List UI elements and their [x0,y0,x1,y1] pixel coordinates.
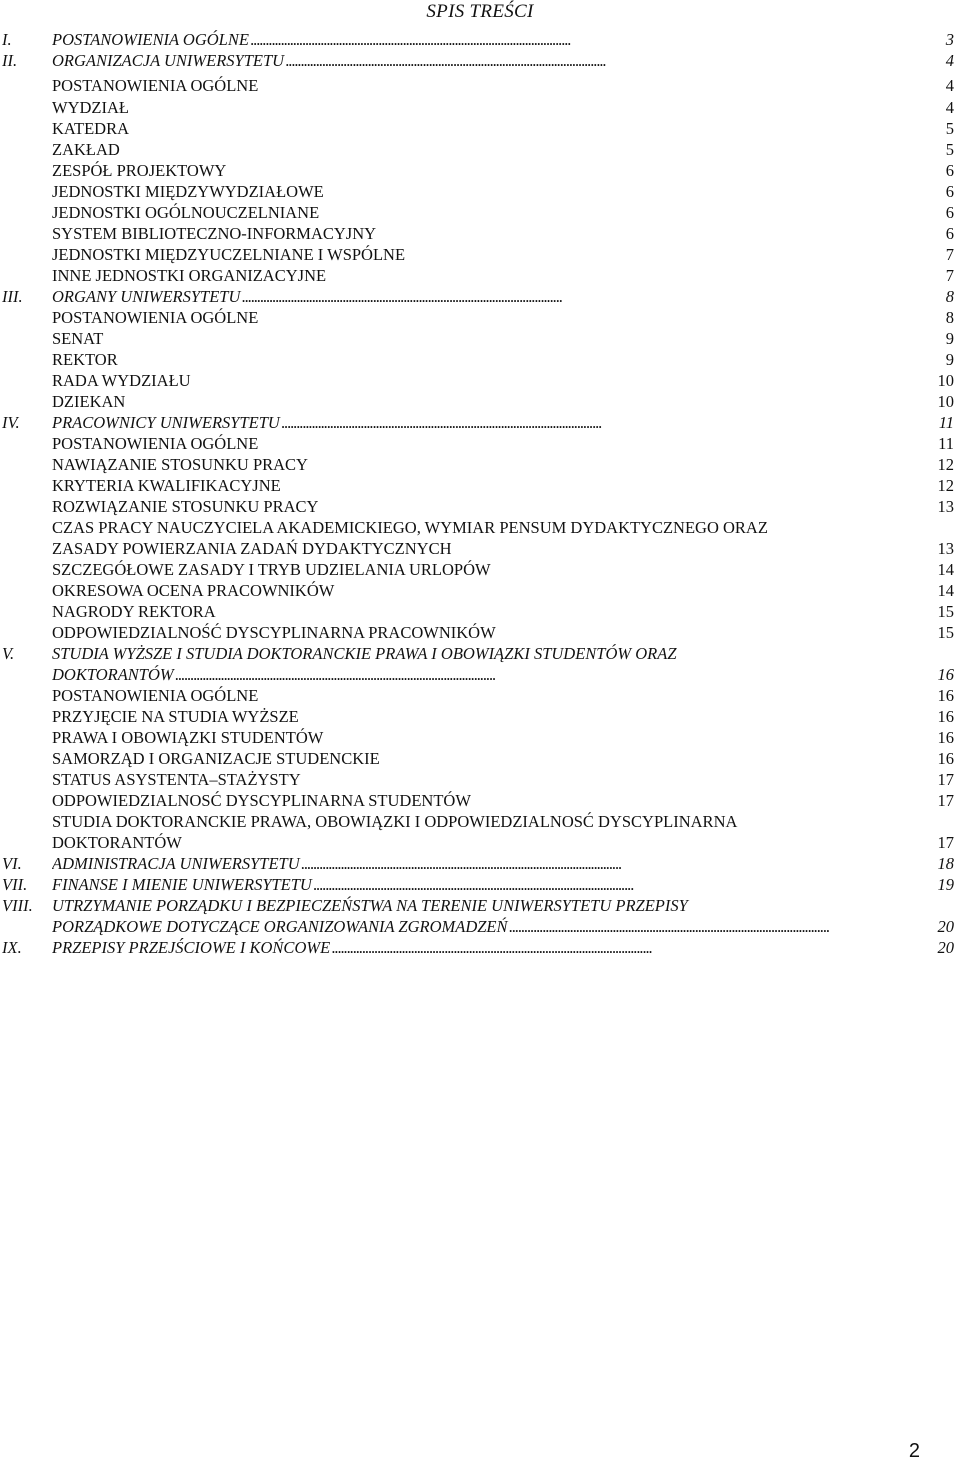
toc-entry-title: POSTANOWIENIA OGÓLNE [52,434,259,453]
toc-entry-title: POSTANOWIENIA OGÓLNE [52,76,259,95]
toc-entry-page: 3 [945,30,954,49]
toc-entry-title: ODPOWIEDZIALNOŚĆ DYSCYPLINARNA PRACOWNIKÓW [52,623,496,642]
toc-entry [2,118,954,139]
toc-entry-page: 5 [945,140,954,159]
toc-entry-page: 15 [937,623,954,642]
toc-entry-title: RADA WYDZIAŁU [52,371,191,390]
toc-entry-page: 11 [938,413,954,432]
toc-entry [2,244,954,265]
toc-entry [2,706,954,727]
page-number: 2 [908,1440,920,1462]
toc-entry-title: WYDZIAŁ [52,98,129,117]
toc-entry-number: VIII. [2,896,33,915]
toc-entry-number: II. [2,51,18,70]
toc-entry-title: POSTANOWIENIA OGÓLNE [52,686,259,705]
toc-entry [2,937,954,958]
toc-entry-page: 10 [937,392,954,411]
toc-entry-number: V. [2,644,15,663]
toc-entry-title: NAWIĄZANIE STOSUNKU PRACY [52,455,308,474]
toc-entry [2,727,954,748]
toc-entry [2,769,954,790]
toc-entry-title: JEDNOSTKI MIĘDZYWYDZIAŁOWE [52,182,324,201]
toc-entry-title: KRYTERIA KWALIFIKACYJNE [52,476,281,495]
toc-entry-page: 14 [937,581,954,600]
toc-entry-title: OKRESOWA OCENA PRACOWNIKÓW [52,581,335,600]
toc-entry [2,223,954,244]
toc-entry-title: INNE JEDNOSTKI ORGANIZACYJNE [52,266,327,285]
toc-entry [2,286,954,307]
toc-entry [2,811,954,832]
toc-entry [2,853,954,874]
toc-entry [2,412,954,433]
toc-entry-title: ROZWIĄZANIE STOSUNKU PRACY [52,497,319,516]
toc-entry-title: POSTANOWIENIA OGÓLNE [52,308,259,327]
toc-entry-title: ORGANY UNIWERSYTETU . . . [52,286,930,307]
toc-entry-page: 8 [945,287,954,306]
toc-entry [2,538,954,559]
toc-entry-page: 6 [945,224,954,243]
toc-entry [2,643,954,664]
toc-entry-page: 14 [937,560,954,579]
toc-entry-page: 17 [937,770,954,789]
toc-entry-title: NAGRODY REKTORA [52,602,216,621]
toc-entry-page: 20 [937,938,954,957]
toc-entry-title: DOKTORANTÓW . . . [52,664,930,685]
toc-entry [2,685,954,706]
toc-entry-title: ADMINISTRACJA UNIWERSYTETU . . . [52,853,930,874]
toc-entry-number: IX. [2,938,22,957]
toc-entry-page: 17 [937,791,954,810]
toc-entry [2,580,954,601]
toc-entry [2,559,954,580]
toc-entry-page: 18 [937,854,954,873]
toc-entry-page: 12 [937,476,954,495]
toc-entry [2,349,954,370]
toc-entry-title: PRZEPISY PRZEJŚCIOWE I KOŃCOWE . . . [52,937,930,958]
toc-entry-page: 16 [937,665,954,684]
toc-entry-title: ODPOWIEDZIALNOSĆ DYSCYPLINARNA STUDENTÓW [52,791,471,810]
toc-entry [2,391,954,412]
toc-entry [2,307,954,328]
toc-entry-page: 19 [937,875,954,894]
toc-entry [2,433,954,454]
toc-entry-number: VI. [2,854,22,873]
toc-entry-title: UTRZYMANIE PORZĄDKU I BEZPIECZEŃSTWA NA TERENIE UNIWERSYTETU PRZEPISY [52,896,688,915]
toc-entry-page: 8 [945,308,954,327]
toc-entry [2,370,954,391]
toc-entry-title: KATEDRA [52,119,129,138]
toc-entry-page: 5 [945,119,954,138]
toc-entry [2,748,954,769]
toc-entry-title: SAMORZĄD I ORGANIZACJE STUDENCKIE [52,749,380,768]
toc-entry-title: JEDNOSTKI OGÓLNOUCZELNIANE [52,203,320,222]
toc-entry [2,517,954,538]
toc-entry-title: ORGANIZACJA UNIWERSYTETU . . . [52,50,930,71]
toc-entry-page: 15 [937,602,954,621]
toc-entry-title: POSTANOWIENIA OGÓLNE . . . [52,29,930,50]
toc-entry [2,29,954,50]
toc-entry-title: DOKTORANTÓW [52,833,182,852]
toc-entry-title: SYSTEM BIBLIOTECZNO-INFORMACYJNY [52,224,377,243]
toc-entry [2,664,954,685]
toc-entry [2,790,954,811]
document-title: SPIS TREŚCI [426,1,534,22]
toc-entry-number: IV. [2,413,20,432]
toc-entry-title: SENAT [52,329,104,348]
toc-entry-page: 9 [945,329,954,348]
toc-entry [2,202,954,223]
toc-entry [2,265,954,286]
toc-entry [2,139,954,160]
toc-entry-page: 10 [937,371,954,390]
toc-entry-page: 6 [945,182,954,201]
toc-entry-title: STUDIA WYŻSZE I STUDIA DOKTORANCKIE PRAWA I OBOWIĄZKI STUDENTÓW ORAZ [52,644,677,663]
toc-entry-title: PRZYJĘCIE NA STUDIA WYŻSZE [52,707,299,726]
toc-entry [2,874,954,895]
toc-entry [2,97,954,118]
toc-entry [2,496,954,517]
toc-entry [2,75,954,96]
toc-entry-title: CZAS PRACY NAUCZYCIELA AKADEMICKIEGO, WYMIAR PENSUM DYDAKTYCZNEGO ORAZ [52,518,768,537]
toc-entry-title: FINANSE I MIENIE UNIWERSYTETU . . . [52,874,930,895]
toc-entry-page: 4 [945,51,954,70]
toc-entry-page: 6 [945,161,954,180]
toc-entry-title: ZESPÓŁ PROJEKTOWY [52,161,227,180]
toc-entry-page: 6 [945,203,954,222]
toc-entry-title: STATUS ASYSTENTA–STAŻYSTY [52,770,301,789]
toc-entry [2,160,954,181]
toc-entry [2,328,954,349]
toc-entry-number: VII. [2,875,28,894]
toc-entry [2,181,954,202]
toc-entry-page: 7 [945,266,954,285]
toc-entry-page: 12 [937,455,954,474]
toc-entry-page: 17 [937,833,954,852]
toc-entry-title: ZAKŁAD [52,140,120,159]
toc-entry-title: REKTOR [52,350,118,369]
toc-entry-page: 16 [937,728,954,747]
toc-entry [2,475,954,496]
toc-entry-page: 13 [937,539,954,558]
toc-entry-page: 9 [945,350,954,369]
toc-entry-title: PORZĄDKOWE DOTYCZĄCE ORGANIZOWANIA ZGROMADZEŃ . . . [52,916,930,937]
toc-entry-page: 13 [937,497,954,516]
toc-entry [2,454,954,475]
toc-entry-page: 20 [937,917,954,936]
toc-entry-page: 7 [945,245,954,264]
toc-entry [2,622,954,643]
toc-entry-title: PRAWA I OBOWIĄZKI STUDENTÓW [52,728,324,747]
toc-entry-page: 11 [938,434,954,453]
toc-entry-page: 16 [937,707,954,726]
toc-entry-title: STUDIA DOKTORANCKIE PRAWA, OBOWIĄZKI I ODPOWIEDZIALNOSĆ DYSCYPLINARNA [52,812,738,831]
toc-entry-title: ZASADY POWIERZANIA ZADAŃ DYDAKTYCZNYCH [52,539,452,558]
toc-entry [2,601,954,622]
toc-entry-page: 16 [937,749,954,768]
toc-entry-number: III. [2,287,23,306]
toc-entry [2,916,954,937]
toc-entry [2,895,954,916]
toc-entry-title: JEDNOSTKI MIĘDZYUCZELNIANE I WSPÓLNE [52,245,406,264]
toc-entry-title: SZCZEGÓŁOWE ZASADY I TRYB UDZIELANIA URLOPÓW [52,560,491,579]
toc-entry-title: DZIEKAN [52,392,126,411]
toc-entry-title: PRACOWNICY UNIWERSYTETU . . . [52,412,930,433]
toc-entry-page: 16 [937,686,954,705]
toc-entry-page: 4 [945,98,954,117]
toc-entry [2,50,954,71]
toc-entry [2,832,954,853]
toc-entry-page: 4 [945,76,954,95]
toc-entry-number: I. [2,30,12,49]
